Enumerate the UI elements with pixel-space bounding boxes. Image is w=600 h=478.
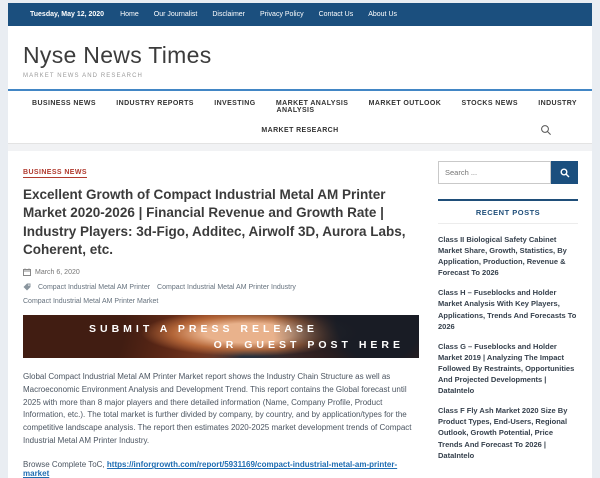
nav-item-market-research[interactable]: MARKET RESEARCH: [261, 127, 339, 134]
nav-item-industry-analysis[interactable]: INDUSTRY ANALYSIS: [276, 100, 577, 114]
article-tags: [23, 283, 419, 305]
page: [8, 3, 592, 478]
recent-posts-list: [438, 234, 578, 461]
calendar-icon: [23, 268, 31, 276]
search-icon: [560, 168, 570, 178]
toc-link[interactable]: https://inforgrowth.com/report/5931169/compact-industrial-metal-am-printer-market: [23, 460, 398, 478]
sidebar: [438, 161, 578, 478]
divider: [8, 144, 592, 151]
topbar-link-about-us[interactable]: About Us: [368, 11, 397, 18]
article-meta: [23, 268, 419, 276]
tag-link[interactable]: Compact Industrial Metal AM Printer: [38, 283, 151, 291]
topbar-link-privacy-policy[interactable]: Privacy Policy: [260, 11, 304, 18]
recent-post-link[interactable]: Class G – Fuseblocks and Holder Market 2019 | Analyzing The Impact Followed By Restraints, Opportunities And Projected Developments | DataIntelo: [438, 341, 575, 396]
article-title: Excellent Growth of Compact Industrial Metal AM Printer Market 2020-2026 | Financial Revenue and Growth Rate | Industry Players: 3d-Figo, Additec, Airwolf 3D, Aurora Labs, Coherent, etc.: [23, 187, 406, 258]
search-icon[interactable]: [540, 124, 552, 136]
nav-row-2: [8, 127, 592, 134]
article-date: March 6, 2020: [35, 268, 80, 276]
topbar-menu: [120, 11, 397, 18]
topbar-link-home[interactable]: Home: [120, 11, 139, 18]
recent-posts-heading: RECENT POSTS: [438, 199, 578, 224]
main-nav: [8, 91, 592, 144]
tag-link[interactable]: Compact Industrial Metal AM Printer Industry: [157, 283, 296, 291]
content: [8, 151, 592, 478]
site-tagline: MARKET NEWS AND RESEARCH: [23, 73, 143, 79]
tag-link[interactable]: Compact Industrial Metal AM Printer Market: [23, 298, 159, 306]
topbar-link-contact-us[interactable]: Contact Us: [318, 11, 354, 18]
search-button[interactable]: [551, 161, 578, 184]
nav-item-business-news[interactable]: BUSINESS NEWS: [32, 100, 96, 107]
nav-item-market-analysis[interactable]: MARKET ANALYSIS: [275, 100, 349, 107]
article: [23, 161, 419, 478]
banner-line-1: SUBMIT A PRESS RELEASE: [89, 323, 318, 336]
sidebar-search: [438, 161, 578, 184]
topbar-link-our-journalist[interactable]: Our Journalist: [153, 11, 198, 18]
site-title[interactable]: Nyse News Times: [23, 42, 212, 68]
recent-post-link[interactable]: Class H – Fuseblocks and Holder Market Analysis With Key Players, Applications, Trends And Forecasts To 2026: [438, 288, 577, 331]
recent-post-link[interactable]: Class II Biological Safety Cabinet Market Share, Growth, Statistics, By Application, Production, Revenue & Forecast To 2026: [438, 235, 567, 278]
topbar-link-disclaimer[interactable]: Disclaimer: [212, 11, 245, 18]
tag-icon: [23, 283, 31, 291]
press-release-banner[interactable]: [23, 315, 419, 358]
recent-post-link[interactable]: Class F Fly Ash Market 2020 Size By Product Types, End-Users, Regional Outlook, Growth Potential, Price Trends And Forecast To 2026 | DataIntelo: [438, 406, 568, 460]
toc-line: [23, 460, 419, 478]
nav-row-1: [8, 100, 592, 114]
topbar: [8, 3, 592, 26]
site-header: [8, 26, 592, 91]
topbar-date: Tuesday, May 12, 2020: [30, 11, 105, 18]
nav-item-stocks-news[interactable]: STOCKS NEWS: [461, 100, 518, 107]
banner-line-2: OR GUEST POST HERE: [213, 339, 404, 352]
nav-item-investing[interactable]: INVESTING: [214, 100, 256, 107]
category-link[interactable]: BUSINESS NEWS: [23, 169, 87, 176]
toc-prefix: Browse Complete ToC,: [23, 460, 107, 470]
nav-item-industry-reports[interactable]: INDUSTRY REPORTS: [116, 100, 194, 107]
article-body: Global Compact Industrial Metal AM Printer Market report shows the Industry Chain Structure as well as Macroeconomic Environment Analysis and Development Trend. This report contains the Global forecast until 2025 with more than 8 major players and there detailed information (Name, Company Profile, Product Information, etc.). The total market is further divided by company, by country, and by application/types for the competitive landscape analysis. The report then estimates 2020-2025 market development trends of Compact Industrial Metal AM Printer Industry.: [23, 372, 412, 445]
nav-item-market-outlook[interactable]: MARKET OUTLOOK: [368, 100, 442, 107]
search-input[interactable]: [438, 161, 551, 184]
